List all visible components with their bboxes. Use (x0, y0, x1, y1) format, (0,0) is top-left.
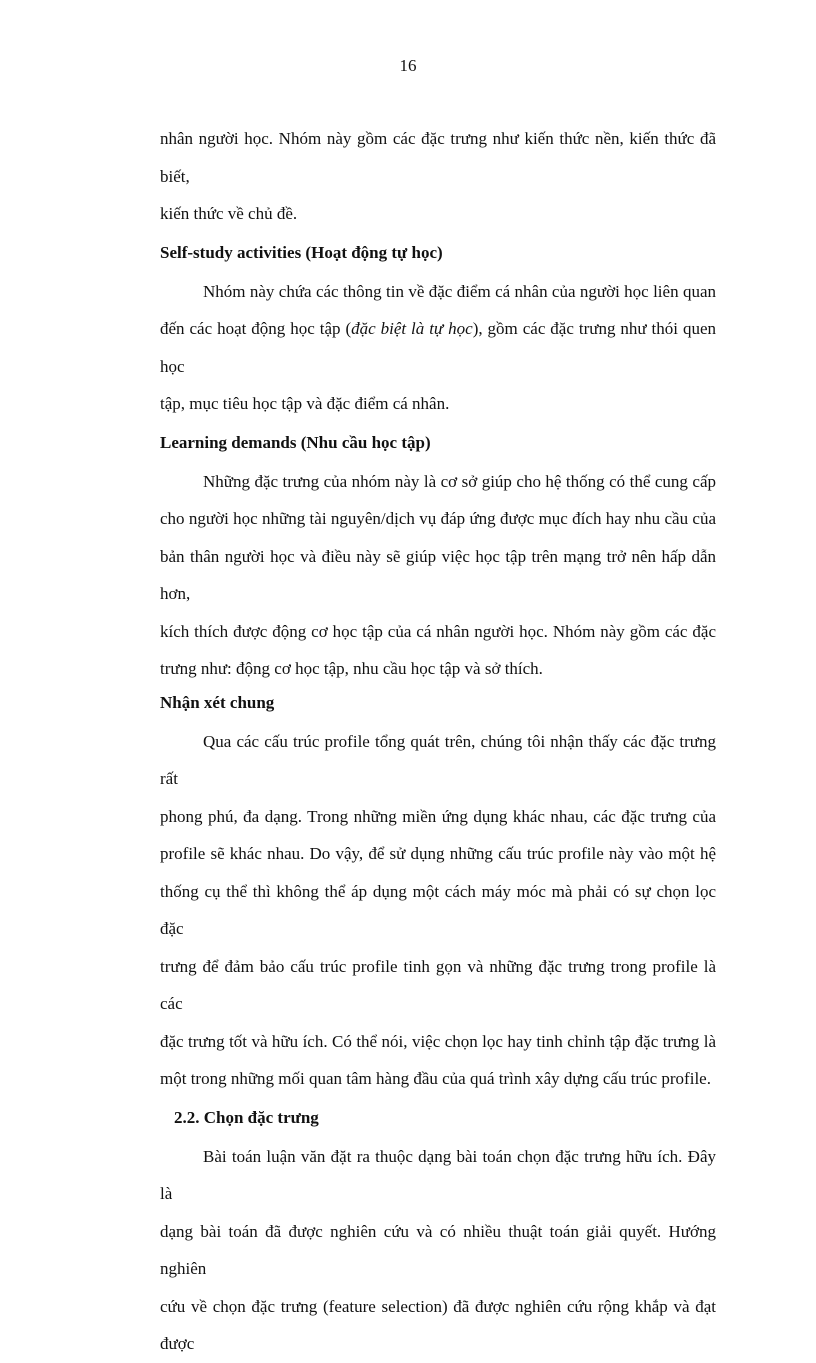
learning-demands-paragraph (160, 463, 716, 688)
text-line: kiến thức về chủ đề. (160, 204, 298, 223)
text-segment: đến các hoạt động học tập ( (160, 319, 352, 338)
section-2-2-heading: 2.2. Chọn đặc trưng (174, 1107, 319, 1127)
text-line: bản thân người học và điều này sẽ giúp việc học tập trên mạng trở nên hấp dẫn hơn, (160, 546, 716, 603)
text-line: dạng bài toán đã được nghiên cứu và có nhiều thuật toán giải quyết. Hướng nghiên (160, 1221, 716, 1278)
text-line: phong phú, đa dạng. Trong những miền ứng dụng khác nhau, các đặc trưng của (160, 806, 716, 826)
page-number: 16 (399, 56, 417, 75)
section-2-2-paragraph (160, 1138, 716, 1363)
text-line: trưng để đảm bảo cấu trúc profile tinh gọn và những đặc trưng trong profile là các (160, 956, 716, 1013)
page-body (160, 120, 716, 1363)
learning-demands-heading: Learning demands (Nhu cầu học tập) (160, 432, 431, 452)
text-line: cứu về chọn đặc trưng (feature selection) đã được nghiên cứu rộng khắp và đạt được (160, 1296, 716, 1353)
text-line: thống cụ thể thì không thể áp dụng một cách máy móc mà phải có sự chọn lọc đặc (160, 881, 716, 938)
text-line: Những đặc trưng của nhóm này là cơ sở giúp cho hệ thống có thể cung cấp (203, 471, 716, 491)
text-line (160, 310, 716, 385)
text-line: kích thích được động cơ học tập của cá nhân người học. Nhóm này gồm các đặc (160, 621, 716, 641)
text-line: Nhóm này chứa các thông tin về đặc điểm cá nhân của người học liên quan (203, 281, 716, 301)
self-study-heading: Self-study activities (Hoạt động tự học) (160, 242, 443, 262)
intro-paragraph (160, 120, 716, 233)
text-line: đặc trưng tốt và hữu ích. Có thể nói, việc chọn lọc hay tinh chỉnh tập đặc trưng là (160, 1031, 716, 1051)
text-line: một trong những mối quan tâm hàng đầu của quá trình xây dựng cấu trúc profile. (160, 1069, 711, 1088)
general-remarks-paragraph (160, 723, 716, 1098)
text-line: tập, mục tiêu học tập và đặc điểm cá nhân. (160, 394, 450, 413)
text-line: Bài toán luận văn đặt ra thuộc dạng bài toán chọn đặc trưng hữu ích. Đây là (160, 1146, 716, 1203)
text-line: trưng như: động cơ học tập, nhu cầu học tập và sở thích. (160, 659, 543, 678)
text-line: Qua các cấu trúc profile tổng quát trên, chúng tôi nhận thấy các đặc trưng rất (160, 731, 716, 788)
text-line: profile sẽ khác nhau. Do vậy, để sử dụng những cấu trúc profile này vào một hệ (160, 844, 716, 863)
self-study-paragraph (160, 273, 716, 423)
general-remarks-heading: Nhận xét chung (160, 692, 275, 712)
text-line: cho người học những tài nguyên/dịch vụ đáp ứng được mục đích hay nhu cầu của (160, 509, 716, 528)
text-line: nhân người học. Nhóm này gồm các đặc trưng như kiến thức nền, kiến thức đã biết, (160, 129, 716, 186)
emphasis-text: đặc biệt là tự học (351, 319, 473, 338)
text-segment: ), gồm các đặc trưng như thói quen học (160, 319, 716, 376)
